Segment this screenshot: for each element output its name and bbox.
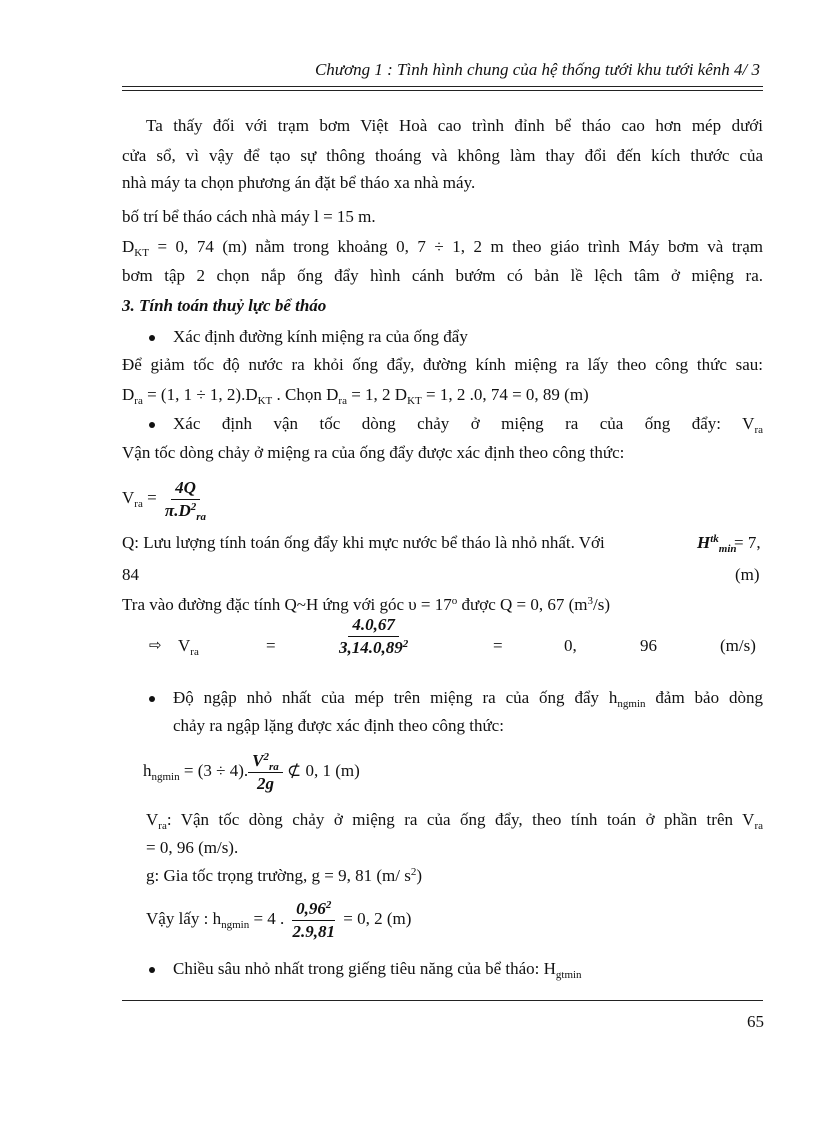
fraction-denominator xyxy=(335,637,412,659)
h-symbol: h xyxy=(143,761,152,780)
dra-intro: Để giảm tốc độ nước ra khỏi ống đẩy, đường kính miệng ra lấy theo công thức sau: xyxy=(122,355,763,374)
tra-text3: /s) xyxy=(593,595,611,614)
calc-eq1: = xyxy=(266,636,276,655)
vra-def-text: : Vận tốc dòng chảy ở miệng ra của ống đẩy, theo tính toán ở phần trên V xyxy=(166,810,755,829)
h-symbol: H xyxy=(697,533,711,552)
fraction-numerator: 4Q xyxy=(171,477,200,500)
fraction-denominator: 2.9,81 xyxy=(292,921,336,941)
bullet-dot xyxy=(149,422,155,428)
tra-text1: Tra vào đường đặc tính Q~H ứng với góc υ = 17 xyxy=(122,595,452,614)
bullet3-text-b: đảm bảo dòng xyxy=(645,688,763,707)
v-symbol: V xyxy=(146,810,159,829)
num-sup: 2 xyxy=(263,750,269,763)
ra-subscript: ra xyxy=(338,395,347,407)
vra-def-line2: = 0, 96 (m/s). xyxy=(146,838,239,857)
q-line-text: Q: Lưu lượng tính toán ống đẩy khi mực nước bể tháo là nhỏ nhất. Với xyxy=(122,533,605,552)
kt-subscript: KT xyxy=(134,247,149,259)
hng-post: ⊄ 0, 1 (m) xyxy=(282,761,360,780)
equals-sign: = xyxy=(142,488,157,507)
calc-r1: 0, xyxy=(564,636,577,655)
calc-fraction-box xyxy=(335,614,412,659)
dra-part3: = 1, 2 D xyxy=(346,385,408,404)
calc-r2: 96 xyxy=(640,636,657,655)
fraction-denominator xyxy=(161,500,210,522)
m3-sup: 3 xyxy=(587,595,594,607)
implies-arrow-icon: ⇨ xyxy=(149,636,162,654)
para3-line2: bơm tập 2 chọn nắp ống đẩy hình cánh bướm có bản lề lệch tâm ở miệng ra. xyxy=(122,266,763,285)
num-sup: 2 xyxy=(325,898,332,911)
num-sub: ra xyxy=(268,760,279,773)
h-sub: min xyxy=(718,543,737,555)
bullet3-line1 xyxy=(173,688,763,708)
dra-part4: = 1, 2 .0, 74 = 0, 89 (m) xyxy=(421,385,589,404)
ngmin-subscript: ngmin xyxy=(221,919,250,931)
vay-fraction xyxy=(289,898,340,943)
bullet3-text-a: Độ ngập nhỏ nhất của mép trên miệng ra của ống đẩy h xyxy=(173,688,618,707)
num-base: V xyxy=(252,750,264,770)
kt-subscript: KT xyxy=(407,395,422,407)
den-sup: 2 xyxy=(402,638,409,650)
q-line-unit: (m) xyxy=(735,565,760,584)
bullet4-text xyxy=(173,959,582,979)
para1-line3: nhà máy ta chọn phương án đặt bể tháo xa nhà máy. xyxy=(122,173,476,192)
ra-subscript: ra xyxy=(134,498,143,510)
num-base: 0,96 xyxy=(296,898,326,918)
bullet-dot xyxy=(149,335,155,341)
ngmin-subscript: ngmin xyxy=(151,771,180,783)
para1-line2: cửa sổ, vì vậy để tạo sự thông thoáng và không làm thay đổi đến kích thước của xyxy=(122,146,763,165)
vra-intro: Vận tốc dòng chảy ở miệng ra của ống đẩy được xác định theo công thức: xyxy=(122,443,625,462)
ra-subscript: ra xyxy=(754,424,763,436)
hng-fraction xyxy=(248,750,283,795)
kt-subscript: KT xyxy=(257,395,273,407)
ngmin-subscript: ngmin xyxy=(617,698,646,710)
ra-subscript: ra xyxy=(190,646,199,658)
dra-part2: . Chọn D xyxy=(272,385,339,404)
vay-post: = 0, 2 (m) xyxy=(339,909,412,928)
fraction-numerator xyxy=(248,750,283,773)
bullet1-text: Xác định đường kính miệng ra của ống đẩy xyxy=(173,327,468,346)
v-symbol: V xyxy=(178,636,191,655)
g-sup: 2 xyxy=(410,866,417,878)
page-number: 65 xyxy=(747,1012,764,1031)
fraction-numerator xyxy=(292,898,335,921)
vra-formula xyxy=(122,472,210,524)
ra-subscript: ra xyxy=(134,395,143,407)
h-design-symbol xyxy=(697,533,737,553)
tra-line xyxy=(122,595,610,615)
vay-mid: = 4 . xyxy=(249,909,285,928)
calc-unit: (m/s) xyxy=(720,636,756,655)
g-text: g: Gia tốc trọng trường, g = 9, 81 (m/ s xyxy=(146,866,411,885)
g-end: ) xyxy=(416,866,422,885)
vay-formula xyxy=(146,892,411,946)
vay-pre: Vậy lấy : h xyxy=(146,909,222,928)
vra-fraction xyxy=(161,477,210,522)
bullet4-label: Chiều sâu nhỏ nhất trong giếng tiêu năng của bể tháo: H xyxy=(173,959,556,978)
section-heading: 3. Tính toán thuỷ lực bể tháo xyxy=(122,296,327,315)
bullet2-label: Xác định vận tốc dòng chảy ở miệng ra của ống đẩy: V xyxy=(173,414,755,433)
calc-eq2: = xyxy=(493,636,503,655)
hng-pre: = (3 ÷ 4). xyxy=(179,761,249,780)
dra-part1: = (1, 1 ÷ 1, 2).D xyxy=(142,385,258,404)
para3-line1-text: = 0, 74 (m) nằm trong khoảng 0, 7 ÷ 1, 2 m theo giáo trình Máy bơm và trạm xyxy=(148,237,763,256)
para1-line1: Ta thấy đối với trạm bơm Việt Hoà cao trình đỉnh bể tháo cao hơn mép dưới xyxy=(146,116,763,135)
para2: bố trí bể tháo cách nhà máy l = 15 m. xyxy=(122,207,376,226)
ra-subscript: ra xyxy=(158,820,167,832)
den-base: π.D xyxy=(164,500,191,520)
tra-text2: được Q = 0, 67 (m xyxy=(457,595,588,614)
degree-sup: o xyxy=(451,595,458,607)
gtmin-subscript: gtmin xyxy=(555,969,582,981)
para3-line1 xyxy=(122,237,763,257)
fraction-denominator: 2g xyxy=(256,773,274,793)
vra-def-line1 xyxy=(146,810,763,830)
bullet-dot xyxy=(149,696,155,702)
v-symbol: V xyxy=(122,488,135,507)
header-rule xyxy=(122,86,763,91)
footer-rule xyxy=(122,1000,763,1001)
hng-formula xyxy=(143,744,360,798)
calc-fraction xyxy=(335,614,412,659)
bullet2-text xyxy=(173,414,763,434)
den-base: 3,14.0,89 xyxy=(339,638,403,657)
bullet3-line2: chảy ra ngập lặng được xác định theo công thức: xyxy=(173,716,504,735)
fraction-numerator: 4.0,67 xyxy=(348,614,399,637)
bullet-dot xyxy=(149,967,155,973)
dra-equation xyxy=(122,385,589,405)
running-header: Chương 1 : Tình hình chung của hệ thống tưới khu tưới kênh 4/ 3 xyxy=(314,60,760,79)
d-symbol: D xyxy=(122,385,135,404)
d-symbol: D xyxy=(122,237,135,256)
calc-v xyxy=(178,636,199,656)
q-line-tail: = 7, xyxy=(734,533,761,552)
q-line-cont: 84 xyxy=(122,565,139,584)
den-sup: 2 xyxy=(190,500,197,513)
ra-subscript: ra xyxy=(754,820,763,832)
h-sup: tk xyxy=(710,533,719,545)
g-line xyxy=(146,866,422,886)
den-sub: ra xyxy=(196,510,207,523)
